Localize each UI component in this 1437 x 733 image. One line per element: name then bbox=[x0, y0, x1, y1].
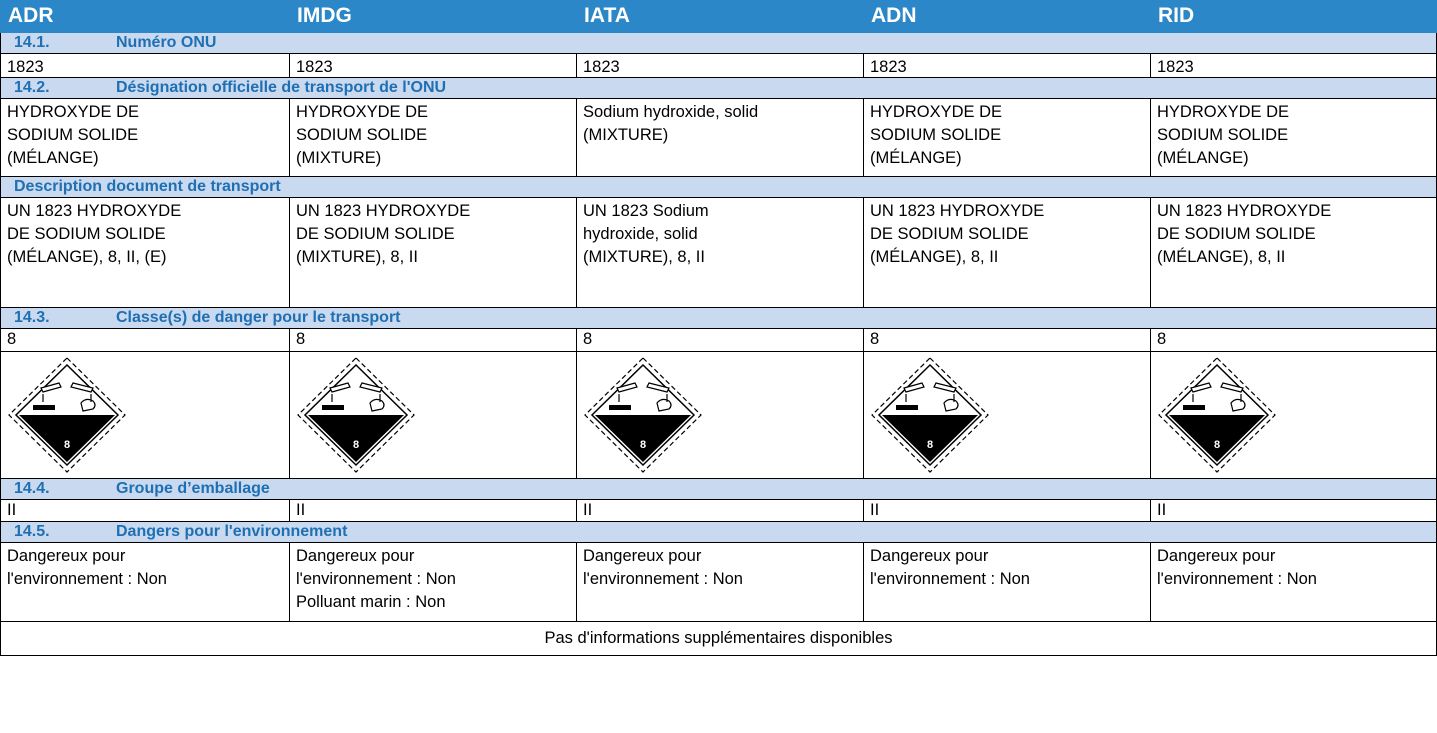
transport-doc-rid: UN 1823 HYDROXYDE DE SODIUM SOLIDE (MÉLANGE), 8, II bbox=[1150, 198, 1437, 308]
no-additional-info: Pas d'informations supplémentaires disponibles bbox=[0, 622, 1437, 656]
section-number: 14.4. bbox=[14, 480, 50, 497]
placard-class-label: 8 bbox=[352, 439, 360, 451]
placard-cell-adr bbox=[0, 352, 289, 479]
corrosive-placard-icon bbox=[296, 356, 416, 474]
placard-cell-rid bbox=[1150, 352, 1437, 479]
un-number-imdg: 1823 bbox=[289, 54, 576, 78]
mode-imdg: IMDG bbox=[297, 4, 352, 27]
section-number: 14.5. bbox=[14, 523, 50, 540]
un-number-iata: 1823 bbox=[576, 54, 863, 78]
transport-doc-iata: UN 1823 Sodium hydroxide, solid (MIXTURE), 8, II bbox=[576, 198, 863, 308]
section-title: Description document de transport bbox=[14, 178, 281, 195]
shipping-name-adr: HYDROXYDE DE SODIUM SOLIDE (MÉLANGE) bbox=[0, 99, 289, 177]
packing-group-adn: II bbox=[863, 500, 1150, 522]
un-number-row bbox=[0, 54, 1437, 78]
environment-adn: Dangereux pour l'environnement : Non bbox=[863, 543, 1150, 622]
section-title: Numéro ONU bbox=[116, 34, 217, 51]
section-environment bbox=[0, 522, 1437, 543]
section-packing-group bbox=[0, 479, 1437, 500]
un-number-rid: 1823 bbox=[1150, 54, 1437, 78]
un-number-adr: 1823 bbox=[0, 54, 289, 78]
environment-imdg: Dangereux pour l'environnement : Non Polluant marin : Non bbox=[289, 543, 576, 622]
corrosive-placard-icon bbox=[1157, 356, 1277, 474]
hazard-class-iata: 8 bbox=[576, 329, 863, 352]
section-number: 14.1. bbox=[14, 34, 50, 51]
placard-class-label: 8 bbox=[926, 439, 934, 451]
packing-group-adr: II bbox=[0, 500, 289, 522]
shipping-name-iata: Sodium hydroxide, solid (MIXTURE) bbox=[576, 99, 863, 177]
hazard-class-rid: 8 bbox=[1150, 329, 1437, 352]
section-title: Groupe d’emballage bbox=[116, 480, 270, 497]
section-hazard-class bbox=[0, 308, 1437, 329]
section-shipping-name bbox=[0, 78, 1437, 99]
placard-class-label: 8 bbox=[63, 439, 71, 451]
placard-cell-imdg bbox=[289, 352, 576, 479]
hazard-class-adr: 8 bbox=[0, 329, 289, 352]
un-number-adn: 1823 bbox=[863, 54, 1150, 78]
section-title: Désignation officielle de transport de l'ONU bbox=[116, 79, 447, 96]
section-title: Classe(s) de danger pour le transport bbox=[116, 309, 401, 326]
packing-group-rid: II bbox=[1150, 500, 1437, 522]
section-transport-doc bbox=[0, 177, 1437, 198]
shipping-name-row bbox=[0, 99, 1437, 177]
section-number: 14.3. bbox=[14, 309, 50, 326]
mode-rid: RID bbox=[1158, 4, 1195, 27]
packing-group-row bbox=[0, 500, 1437, 522]
mode-adn: ADN bbox=[871, 4, 917, 27]
placard-cell-adn bbox=[863, 352, 1150, 479]
hazard-class-imdg: 8 bbox=[289, 329, 576, 352]
corrosive-placard-icon bbox=[870, 356, 990, 474]
hazard-class-row bbox=[0, 329, 1437, 352]
section-un-number bbox=[0, 33, 1437, 54]
shipping-name-rid: HYDROXYDE DE SODIUM SOLIDE (MÉLANGE) bbox=[1150, 99, 1437, 177]
placard-cell-iata bbox=[576, 352, 863, 479]
mode-adr: ADR bbox=[8, 4, 54, 27]
environment-iata: Dangereux pour l'environnement : Non bbox=[576, 543, 863, 622]
transport-doc-adn: UN 1823 HYDROXYDE DE SODIUM SOLIDE (MÉLANGE), 8, II bbox=[863, 198, 1150, 308]
corrosive-placard-icon bbox=[583, 356, 703, 474]
mode-header-row bbox=[0, 0, 1437, 33]
section-title: Dangers pour l'environnement bbox=[116, 523, 348, 540]
hazard-class-adn: 8 bbox=[863, 329, 1150, 352]
shipping-name-adn: HYDROXYDE DE SODIUM SOLIDE (MÉLANGE) bbox=[863, 99, 1150, 177]
environment-row bbox=[0, 543, 1437, 622]
corrosive-placard-icon bbox=[7, 356, 127, 474]
environment-adr: Dangereux pour l'environnement : Non bbox=[0, 543, 289, 622]
placard-class-label: 8 bbox=[1213, 439, 1221, 451]
mode-iata: IATA bbox=[584, 4, 630, 27]
packing-group-imdg: II bbox=[289, 500, 576, 522]
shipping-name-imdg: HYDROXYDE DE SODIUM SOLIDE (MIXTURE) bbox=[289, 99, 576, 177]
transport-doc-row bbox=[0, 198, 1437, 308]
section-number: 14.2. bbox=[14, 79, 50, 96]
placard-row bbox=[0, 352, 1437, 479]
transport-doc-adr: UN 1823 HYDROXYDE DE SODIUM SOLIDE (MÉLANGE), 8, II, (E) bbox=[0, 198, 289, 308]
placard-class-label: 8 bbox=[639, 439, 647, 451]
environment-rid: Dangereux pour l'environnement : Non bbox=[1150, 543, 1437, 622]
packing-group-iata: II bbox=[576, 500, 863, 522]
transport-doc-imdg: UN 1823 HYDROXYDE DE SODIUM SOLIDE (MIXTURE), 8, II bbox=[289, 198, 576, 308]
